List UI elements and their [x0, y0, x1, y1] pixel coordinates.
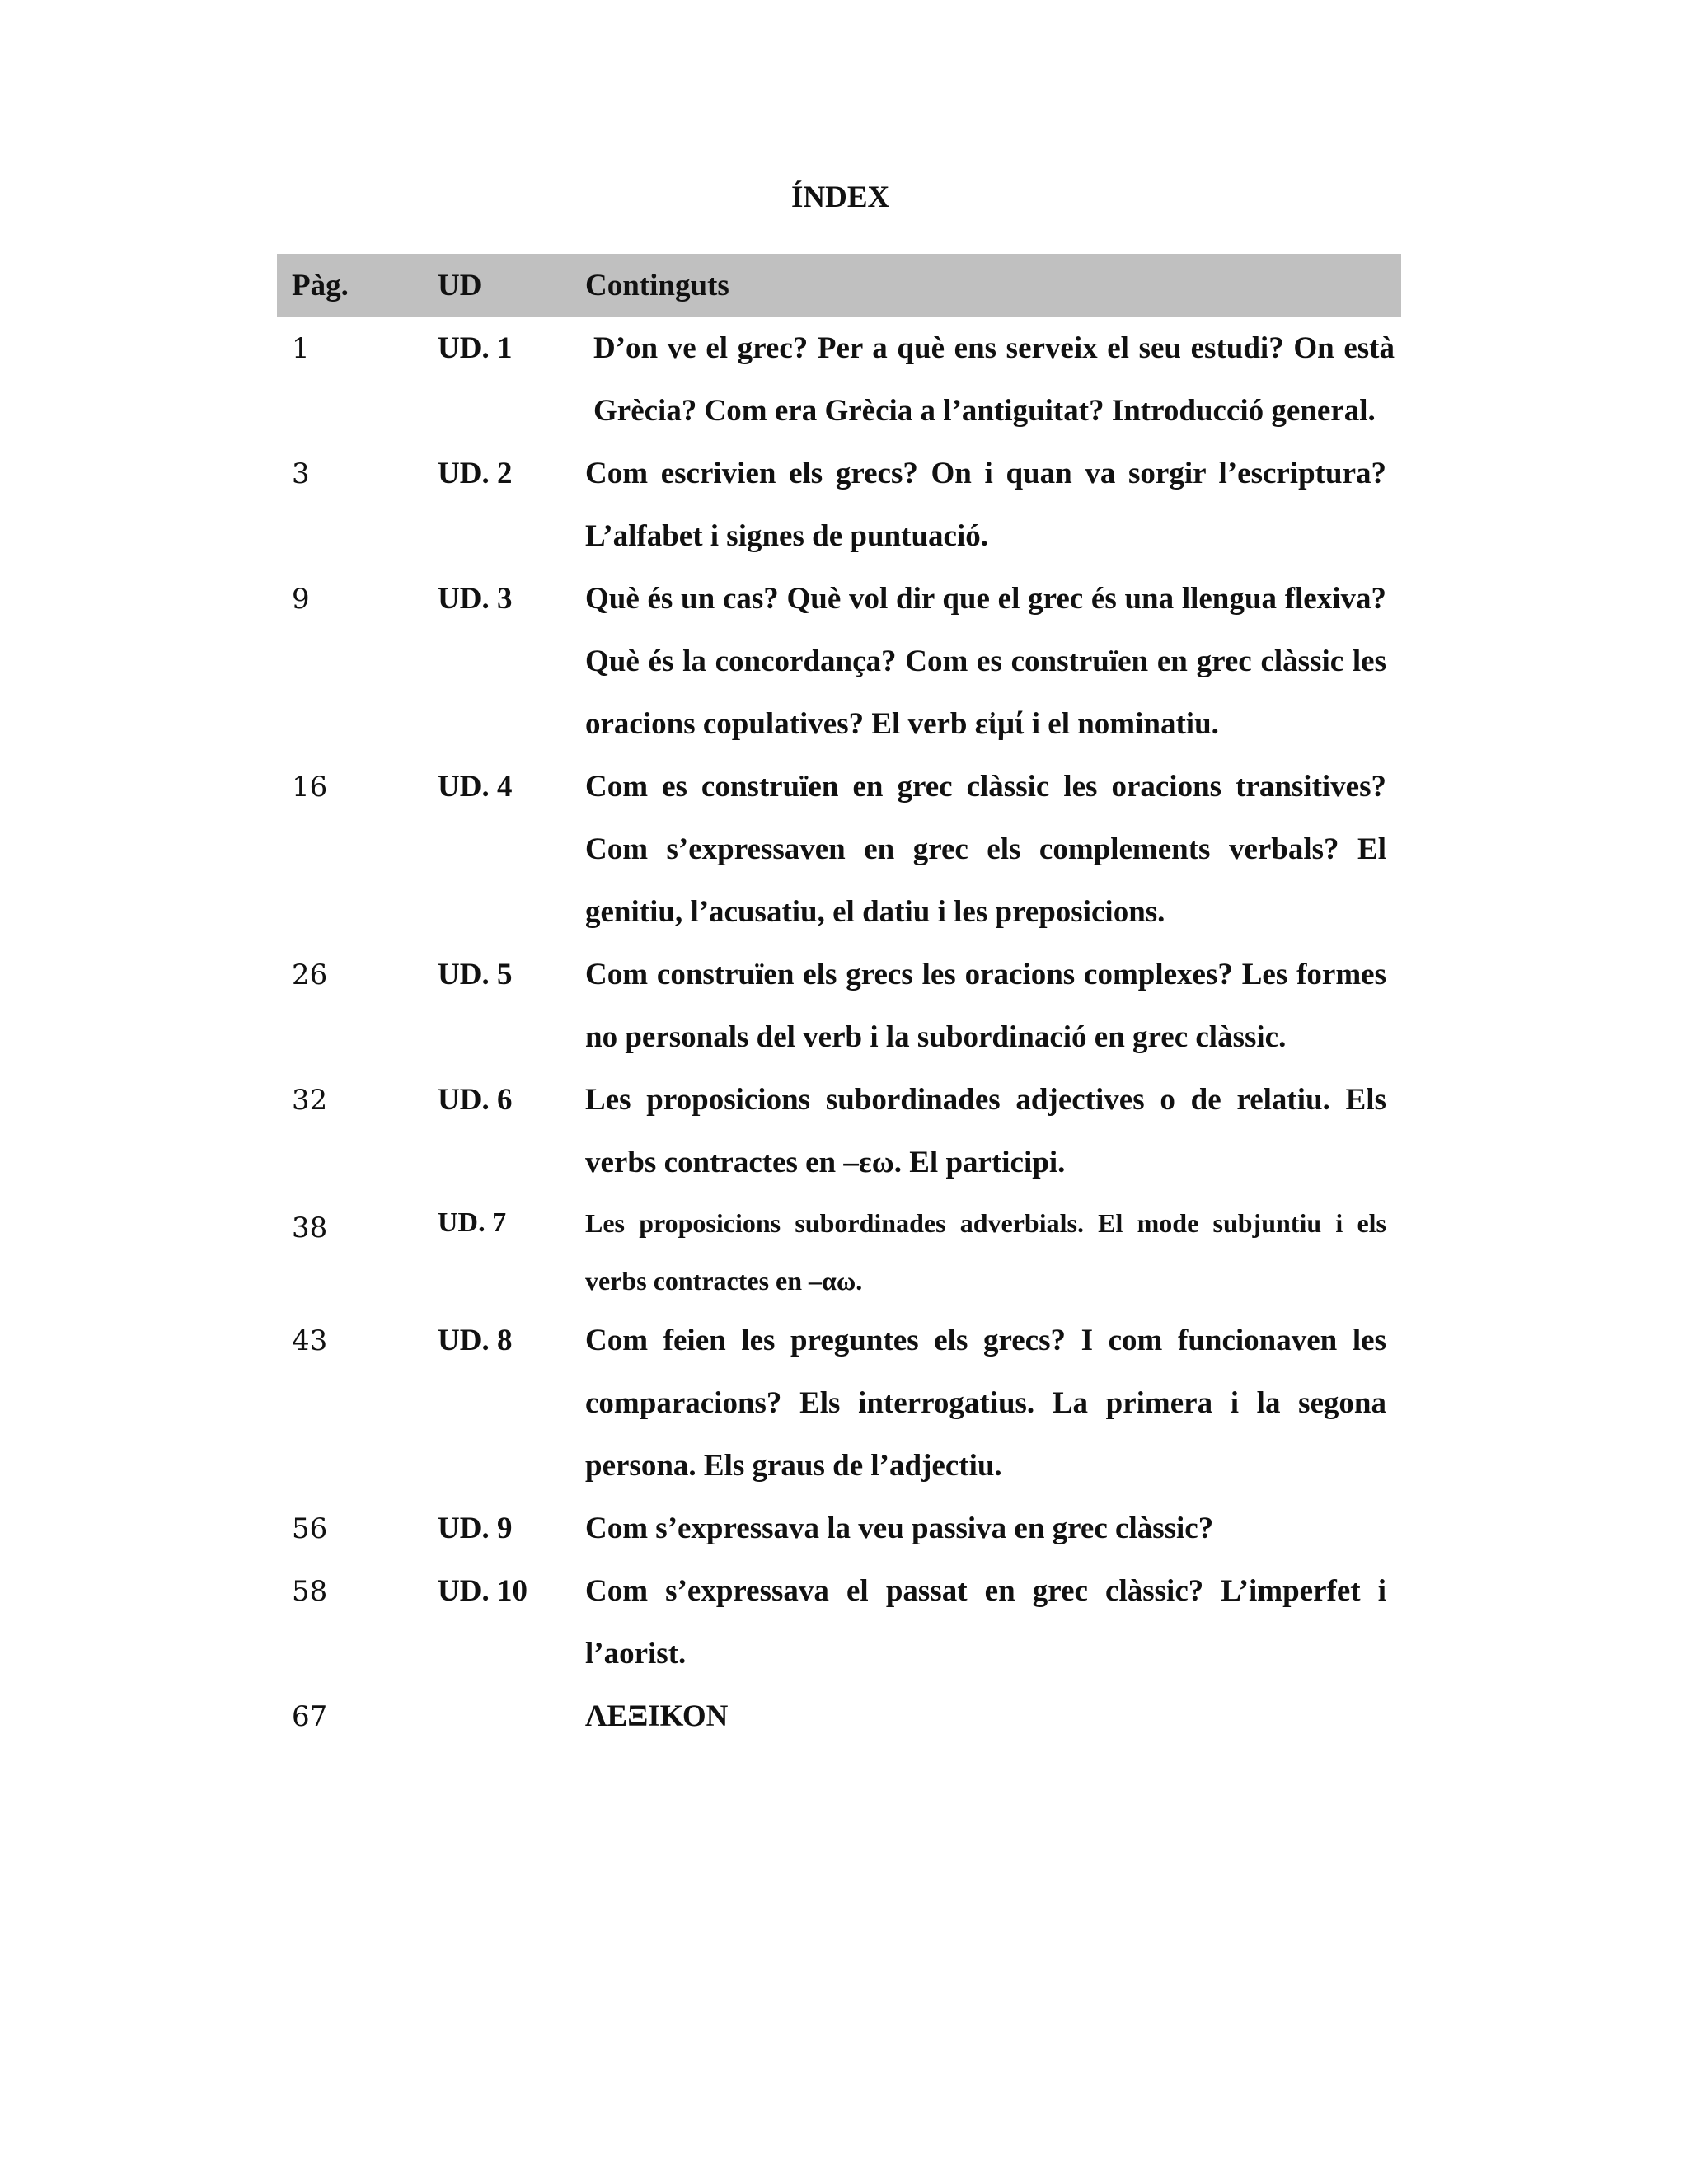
row-contents: Les proposicions subordinades adverbials. El mode subjuntiu i els verbs contractes en –αω. [585, 1208, 1386, 1296]
table-row [277, 1194, 1401, 1310]
row-contents: Com s’expressava el passat en grec clàssic? L’imperfet i l’aorist. [585, 1574, 1386, 1671]
row-page: 9 [292, 583, 310, 616]
header-contents: Continguts [585, 269, 729, 302]
table-row [277, 756, 1401, 944]
row-page: 16 [292, 771, 328, 804]
row-unit: UD. 10 [438, 1574, 528, 1608]
row-unit: UD. 7 [438, 1207, 507, 1238]
row-contents: Com s’expressava la veu passiva en grec clàssic? [585, 1511, 1214, 1545]
row-page: 43 [292, 1324, 328, 1357]
row-contents: Com escrivien els grecs? On i quan va sorgir l’escriptura? L’alfabet i signes de puntuació. [585, 457, 1386, 553]
row-page: 58 [292, 1575, 328, 1608]
page-title-text: ÍNDEX [791, 180, 890, 214]
row-page: 26 [292, 958, 328, 991]
table-row [277, 568, 1401, 756]
header-unit: UD [438, 269, 482, 302]
header-page: Pàg. [292, 269, 349, 302]
row-contents: D’on ve el grec? Per a què ens serveix el seu estudi? On està Grècia? Com era Grècia a l’antiguitat? Introducció general. [593, 331, 1395, 428]
table-row [277, 1685, 1401, 1748]
row-page: 56 [292, 1512, 328, 1545]
row-unit: UD. 1 [438, 331, 513, 365]
row-page: 32 [292, 1084, 328, 1117]
row-contents: Com es construïen en grec clàssic les oracions transitives? Com s’expressaven en grec els complements verbals? El genitiu, l’acusatiu, el datiu i les preposicions. [585, 770, 1386, 929]
row-contents: Les proposicions subordinades adjectives o de relatiu. Els verbs contractes en –εω. El participi. [585, 1083, 1386, 1179]
row-contents: ΛΕΞΙΚΟΝ [585, 1699, 729, 1733]
table-header-row [277, 254, 1401, 317]
table-row [277, 1560, 1401, 1685]
table-row [277, 1497, 1401, 1560]
row-unit: UD. 3 [438, 582, 513, 616]
row-contents: Com construïen els grecs les oracions complexes? Les formes no personals del verb i la subordinació en grec clàssic. [585, 958, 1386, 1054]
table-row [277, 944, 1401, 1069]
row-unit: UD. 8 [438, 1324, 513, 1357]
table-row [277, 1069, 1401, 1194]
row-page: 38 [292, 1212, 328, 1244]
row-unit: UD. 2 [438, 457, 513, 490]
row-unit: UD. 4 [438, 770, 513, 804]
row-contents: Com feien les preguntes els grecs? I com funcionaven les comparacions? Els interrogatius. La primera i la segona persona. Els graus de l’adjectiu. [585, 1324, 1386, 1483]
row-page: 3 [292, 457, 310, 490]
index-table [277, 254, 1401, 1748]
row-unit: UD. 5 [438, 958, 513, 991]
row-unit: UD. 6 [438, 1083, 513, 1117]
row-page: 67 [292, 1700, 328, 1733]
table-row [277, 317, 1401, 443]
row-unit: UD. 9 [438, 1511, 513, 1545]
table-row [277, 443, 1401, 568]
row-contents: Què és un cas? Què vol dir que el grec és una llengua flexiva? Què és la concordança? Com es construïen en grec clàssic les oracions copulatives? El verb εἰμί i el nominatiu. [585, 582, 1386, 741]
row-page: 1 [292, 332, 310, 365]
table-row [277, 1310, 1401, 1497]
